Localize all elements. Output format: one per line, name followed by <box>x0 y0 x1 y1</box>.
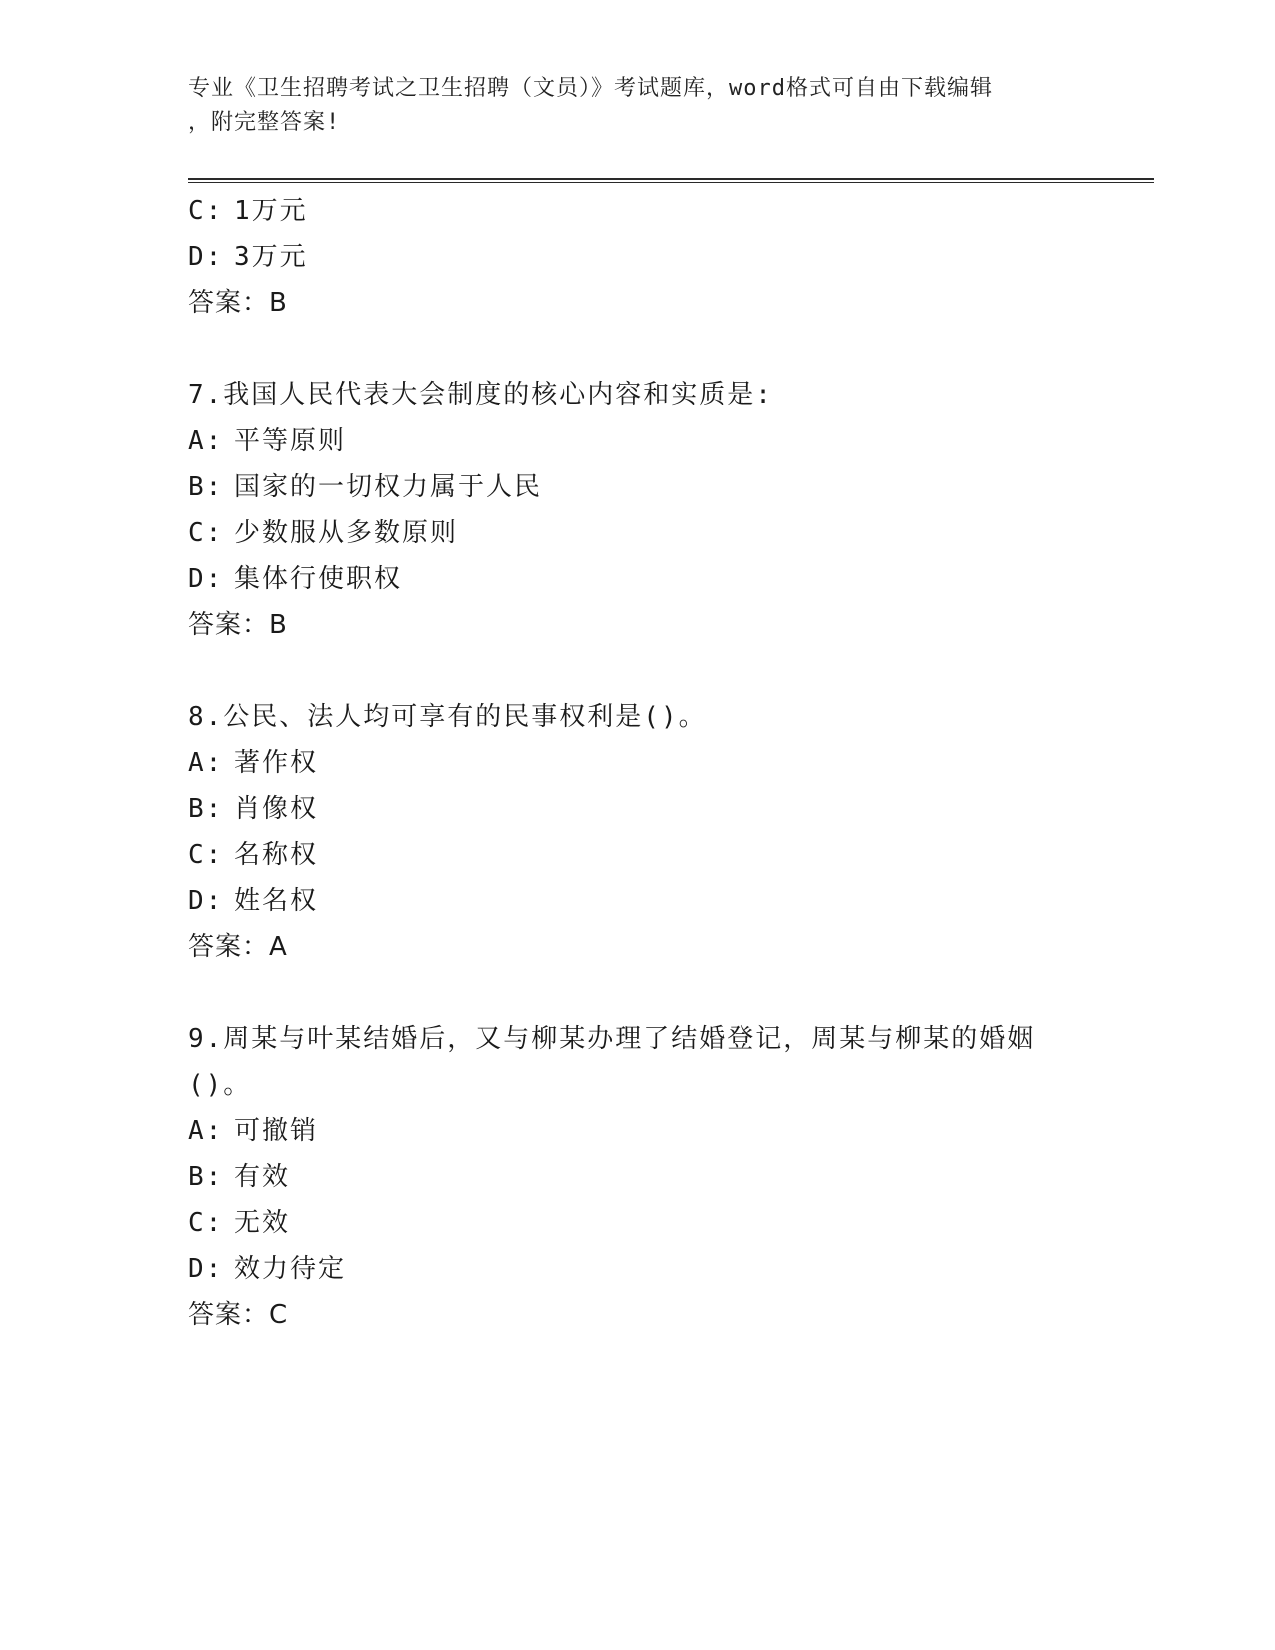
option-c <box>188 188 1148 234</box>
header-title-line1: 专业《卫生招聘考试之卫生招聘（文员）》考试题库，word格式可自由下载编辑 <box>188 76 993 101</box>
answer-line: 答案：B <box>188 288 288 318</box>
option-d <box>188 878 1148 924</box>
option-letter: D: <box>188 242 224 272</box>
option-text: 可撤销 <box>234 1116 319 1146</box>
option-text: 3万元 <box>234 242 308 272</box>
option-letter: A: <box>188 426 224 456</box>
question-7 <box>188 372 1148 648</box>
option-a <box>188 740 1148 786</box>
question-9 <box>188 1016 1148 1338</box>
option-text: 无效 <box>234 1208 291 1238</box>
option-d <box>188 1246 1148 1292</box>
option-text: 有效 <box>234 1162 291 1192</box>
answer-line: 答案：C <box>188 1300 289 1330</box>
option-letter: B: <box>188 472 224 502</box>
question-content <box>188 188 1148 1338</box>
option-text: 效力待定 <box>234 1254 347 1284</box>
option-d <box>188 556 1148 602</box>
option-text: 1万元 <box>234 196 308 226</box>
option-a <box>188 418 1148 464</box>
option-letter: B: <box>188 794 224 824</box>
option-text: 姓名权 <box>234 886 319 916</box>
question-stem: 7.我国人民代表大会制度的核心内容和实质是: <box>188 380 773 410</box>
page-header <box>188 72 1088 140</box>
option-text: 著作权 <box>234 748 319 778</box>
option-letter: B: <box>188 1162 224 1192</box>
option-letter: C: <box>188 1208 224 1238</box>
question-stem: 9.周某与叶某结婚后，又与柳某办理了结婚登记，周某与柳某的婚姻 <box>188 1024 1036 1054</box>
option-text: 肖像权 <box>234 794 319 824</box>
option-d <box>188 234 1148 280</box>
option-letter: D: <box>188 886 224 916</box>
spacer <box>188 648 1148 694</box>
header-rule-thick <box>188 178 1154 180</box>
spacer <box>188 970 1148 1016</box>
answer-line: 答案：A <box>188 932 288 962</box>
spacer <box>188 326 1148 372</box>
option-text: 平等原则 <box>234 426 347 456</box>
option-c <box>188 832 1148 878</box>
option-letter: D: <box>188 564 224 594</box>
option-b <box>188 1154 1148 1200</box>
option-text: 名称权 <box>234 840 319 870</box>
option-letter: C: <box>188 518 224 548</box>
question-stem-continued: ()。 <box>188 1070 252 1100</box>
option-a <box>188 1108 1148 1154</box>
option-c <box>188 510 1148 556</box>
answer-line: 答案：B <box>188 610 288 640</box>
question-stem: 8.公民、法人均可享有的民事权利是()。 <box>188 702 707 732</box>
option-letter: C: <box>188 840 224 870</box>
option-letter: C: <box>188 196 224 226</box>
option-b <box>188 464 1148 510</box>
option-text: 国家的一切权力属于人民 <box>234 472 543 502</box>
option-letter: A: <box>188 748 224 778</box>
header-rule-thin <box>188 182 1154 183</box>
option-letter: A: <box>188 1116 224 1146</box>
prev-question-tail <box>188 188 1148 326</box>
option-b <box>188 786 1148 832</box>
header-title-line2: ，附完整答案! <box>188 110 341 135</box>
option-text: 少数服从多数原则 <box>234 518 459 548</box>
question-8 <box>188 694 1148 970</box>
option-letter: D: <box>188 1254 224 1284</box>
option-text: 集体行使职权 <box>234 564 403 594</box>
option-c <box>188 1200 1148 1246</box>
